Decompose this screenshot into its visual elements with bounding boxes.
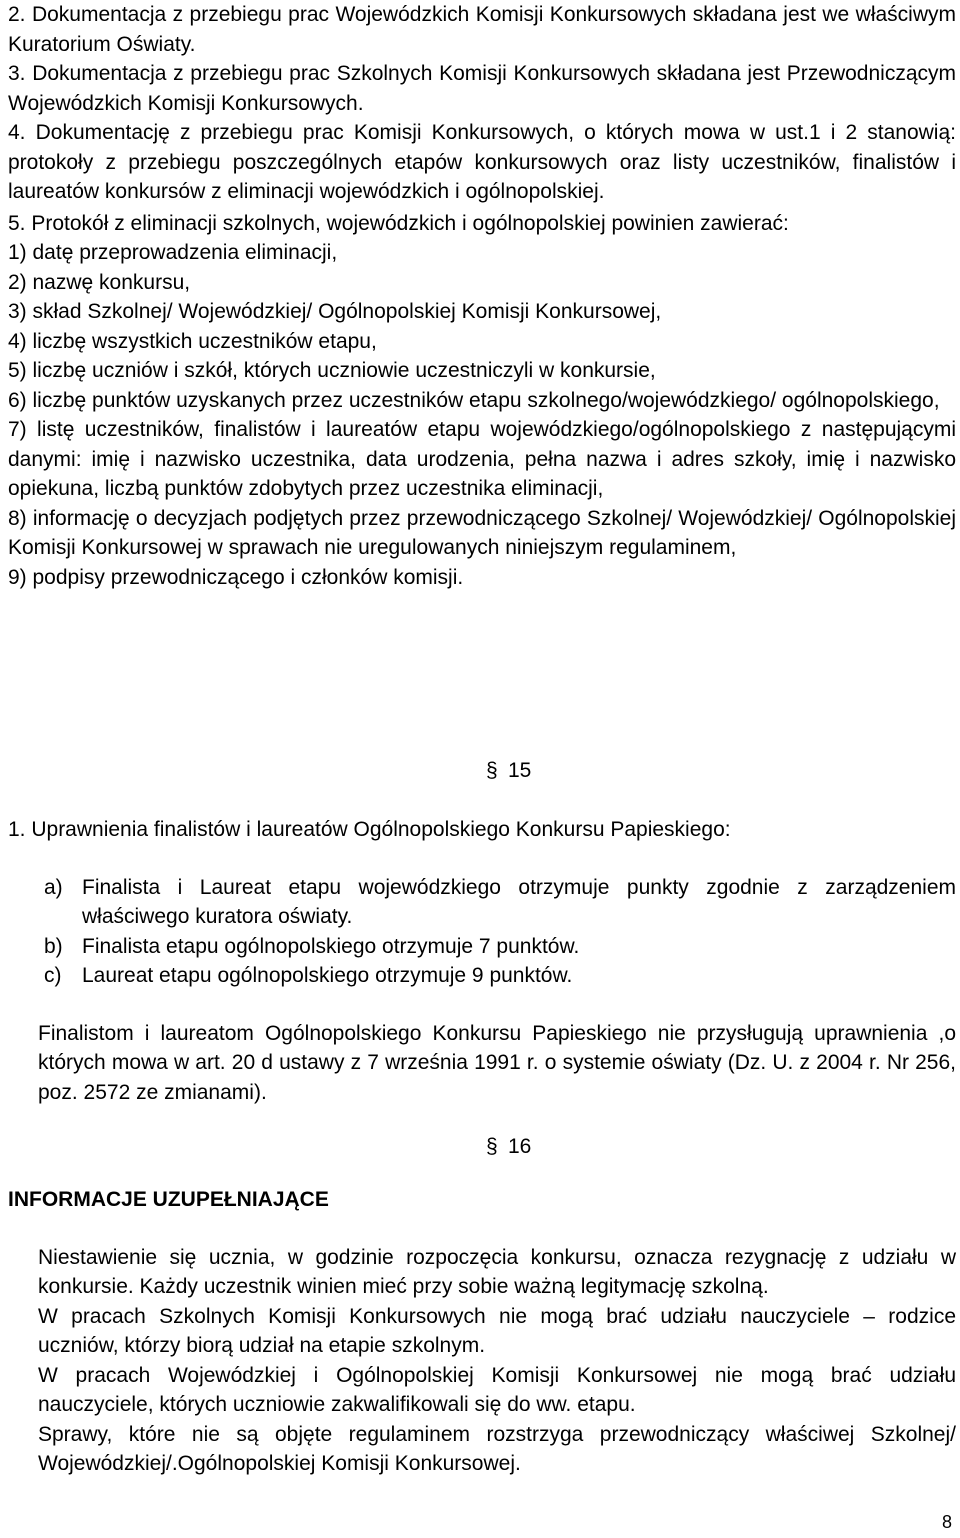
para-number [8,1361,38,1391]
paragraph-2: 2. Dokumentacja z przebiegu prac Wojewódzkich Komisji Konkursowych składana jest we właściwym Kuratorium Oświaty. [8,3,956,56]
page-number: 8 [941,1512,952,1532]
s15-sub-c [8,961,956,991]
para-text: Niestawienie się ucznia, w godzinie rozpoczęcia konkursu, oznacza rezygnację z udziału w konkursie. Każdy uczestnik winien mieć przy sobie ważną legitymację szkolną. [38,1245,956,1298]
protocol-item-8: 8) informację o decyzjach podjętych przez przewodniczącego Szkolnej/ Wojewódzkiej/ Ogólnopolskiej Komisji Konkursowej w sprawach nie uregulowanych niniejszym regulaminem, [8,506,956,559]
paragraph-5: 5. Protokół z eliminacji szkolnych, wojewódzkich i ogólnopolskiej powinien zawierać: [8,211,789,235]
protocol-item-3: 3) skład Szkolnej/ Wojewódzkiej/ Ogólnopolskiej Komisji Konkursowej, [8,300,662,323]
protocol-item-7: 7) listę uczestników, finalistów i laureatów etapu wojewódzkiego/ogólnopolskiego z następującymi danymi: imię i nazwisko uczestnika, data urodzenia, pełna nazwa i adres szkoły, imię i nazwisko opiekuna, liczbą punktów zdobytych przez uczestnika eliminacji, [8,418,956,500]
sub-text: Finalista etapu ogólnopolskiego otrzymuje 7 punktów. [82,934,580,958]
s15-paragraph-1: 1. Uprawnienia finalistów i laureatów Ogólnopolskiego Konkursu Papieskiego: [8,818,731,841]
paragraph-3: 3. Dokumentacja z przebiegu prac Szkolnych Komisji Konkursowych składana jest Przewodniczącym Wojewódzkich Komisji Konkursowych. [8,62,956,115]
top-section [8,0,956,592]
s16-paragraph-4 [8,1420,956,1479]
para-number [8,1420,38,1450]
protocol-item-5: 5) liczbę uczniów i szkół, których uczniowie uczestniczyli w konkursie, [8,359,656,382]
sub-letter: a) [44,875,63,899]
protocol-item-9: 9) podpisy przewodniczącego i członków komisji. [8,565,464,589]
sub-letter: c) [44,964,62,987]
section-15-heading [8,756,531,785]
section-sign: § [486,759,498,782]
protocol-item-6: 6) liczbę punktów uzyskanych przez uczestników etapu szkolnego/wojewódzkiego/ ogólnopolskiego, [8,388,940,412]
para-number [8,1243,38,1273]
section-16 [8,1185,956,1479]
para-text: Finalistom i laureatom Ogólnopolskiego Konkursu Papieskiego nie przysługują uprawnienia ,o których mowa w art. 20 d ustawy z 7 września 1991 r. o systemie oświaty (Dz. U. z 2004 r. Nr 256, poz. 2572 ze zmianami). [38,1021,956,1104]
section-number: 15 [508,759,532,782]
para-text: W pracach Wojewódzkiej i Ogólnopolskiej Komisji Konkursowej nie mogą brać udziału nauczyciele, których uczniowie zakwalifikowali się do ww. etapu. [38,1363,956,1416]
s16-paragraph-3 [8,1361,956,1420]
para-number [8,1019,38,1049]
paragraph-4: 4. Dokumentację z przebiegu prac Komisji Konkursowych, o których mowa w ust.1 i 2 stanowią: protokoły z przebiegu poszczególnych etapów konkursowych oraz listy uczestników, finalistów i laureatów konkursów z eliminacji wojewódzkich i ogólnopolskiej. [8,121,956,203]
protocol-item-2: 2) nazwę konkursu, [8,270,191,294]
section-15 [8,815,956,1107]
s16-paragraph-2 [8,1302,956,1361]
sub-letter: b) [44,934,63,958]
section-sign: § [486,1135,498,1158]
protocol-item-4: 4) liczbę wszystkich uczestników etapu, [8,329,377,353]
section-number: 16 [508,1135,532,1158]
s15-sub-a [8,873,956,932]
s15-paragraph-2 [8,1019,956,1108]
sub-text: Finalista i Laureat etapu wojewódzkiego otrzymuje punkty zgodnie z zarządzeniem właściwego kuratora oświaty. [82,875,956,928]
section-16-heading [8,1132,531,1161]
sub-text: Laureat etapu ogólnopolskiego otrzymuje 9 punktów. [82,964,573,987]
s15-sub-b [8,932,956,962]
section-16-title: INFORMACJE UZUPEŁNIAJĄCE [8,1188,329,1211]
protocol-item-1: 1) datę przeprowadzenia eliminacji, [8,241,338,264]
para-text: W pracach Szkolnych Komisji Konkursowych nie mogą brać udziału nauczyciele – rodzice uczniów, którzy biorą udział na etapie szkolnym. [38,1304,956,1357]
s16-paragraph-1 [8,1243,956,1302]
para-number [8,1302,38,1332]
para-text: Sprawy, które nie są objęte regulaminem rozstrzyga przewodniczący właściwej Szkolnej/ Wojewódzkiej/.Ogólnopolskiej Komisji Konkursowej. [38,1422,956,1475]
